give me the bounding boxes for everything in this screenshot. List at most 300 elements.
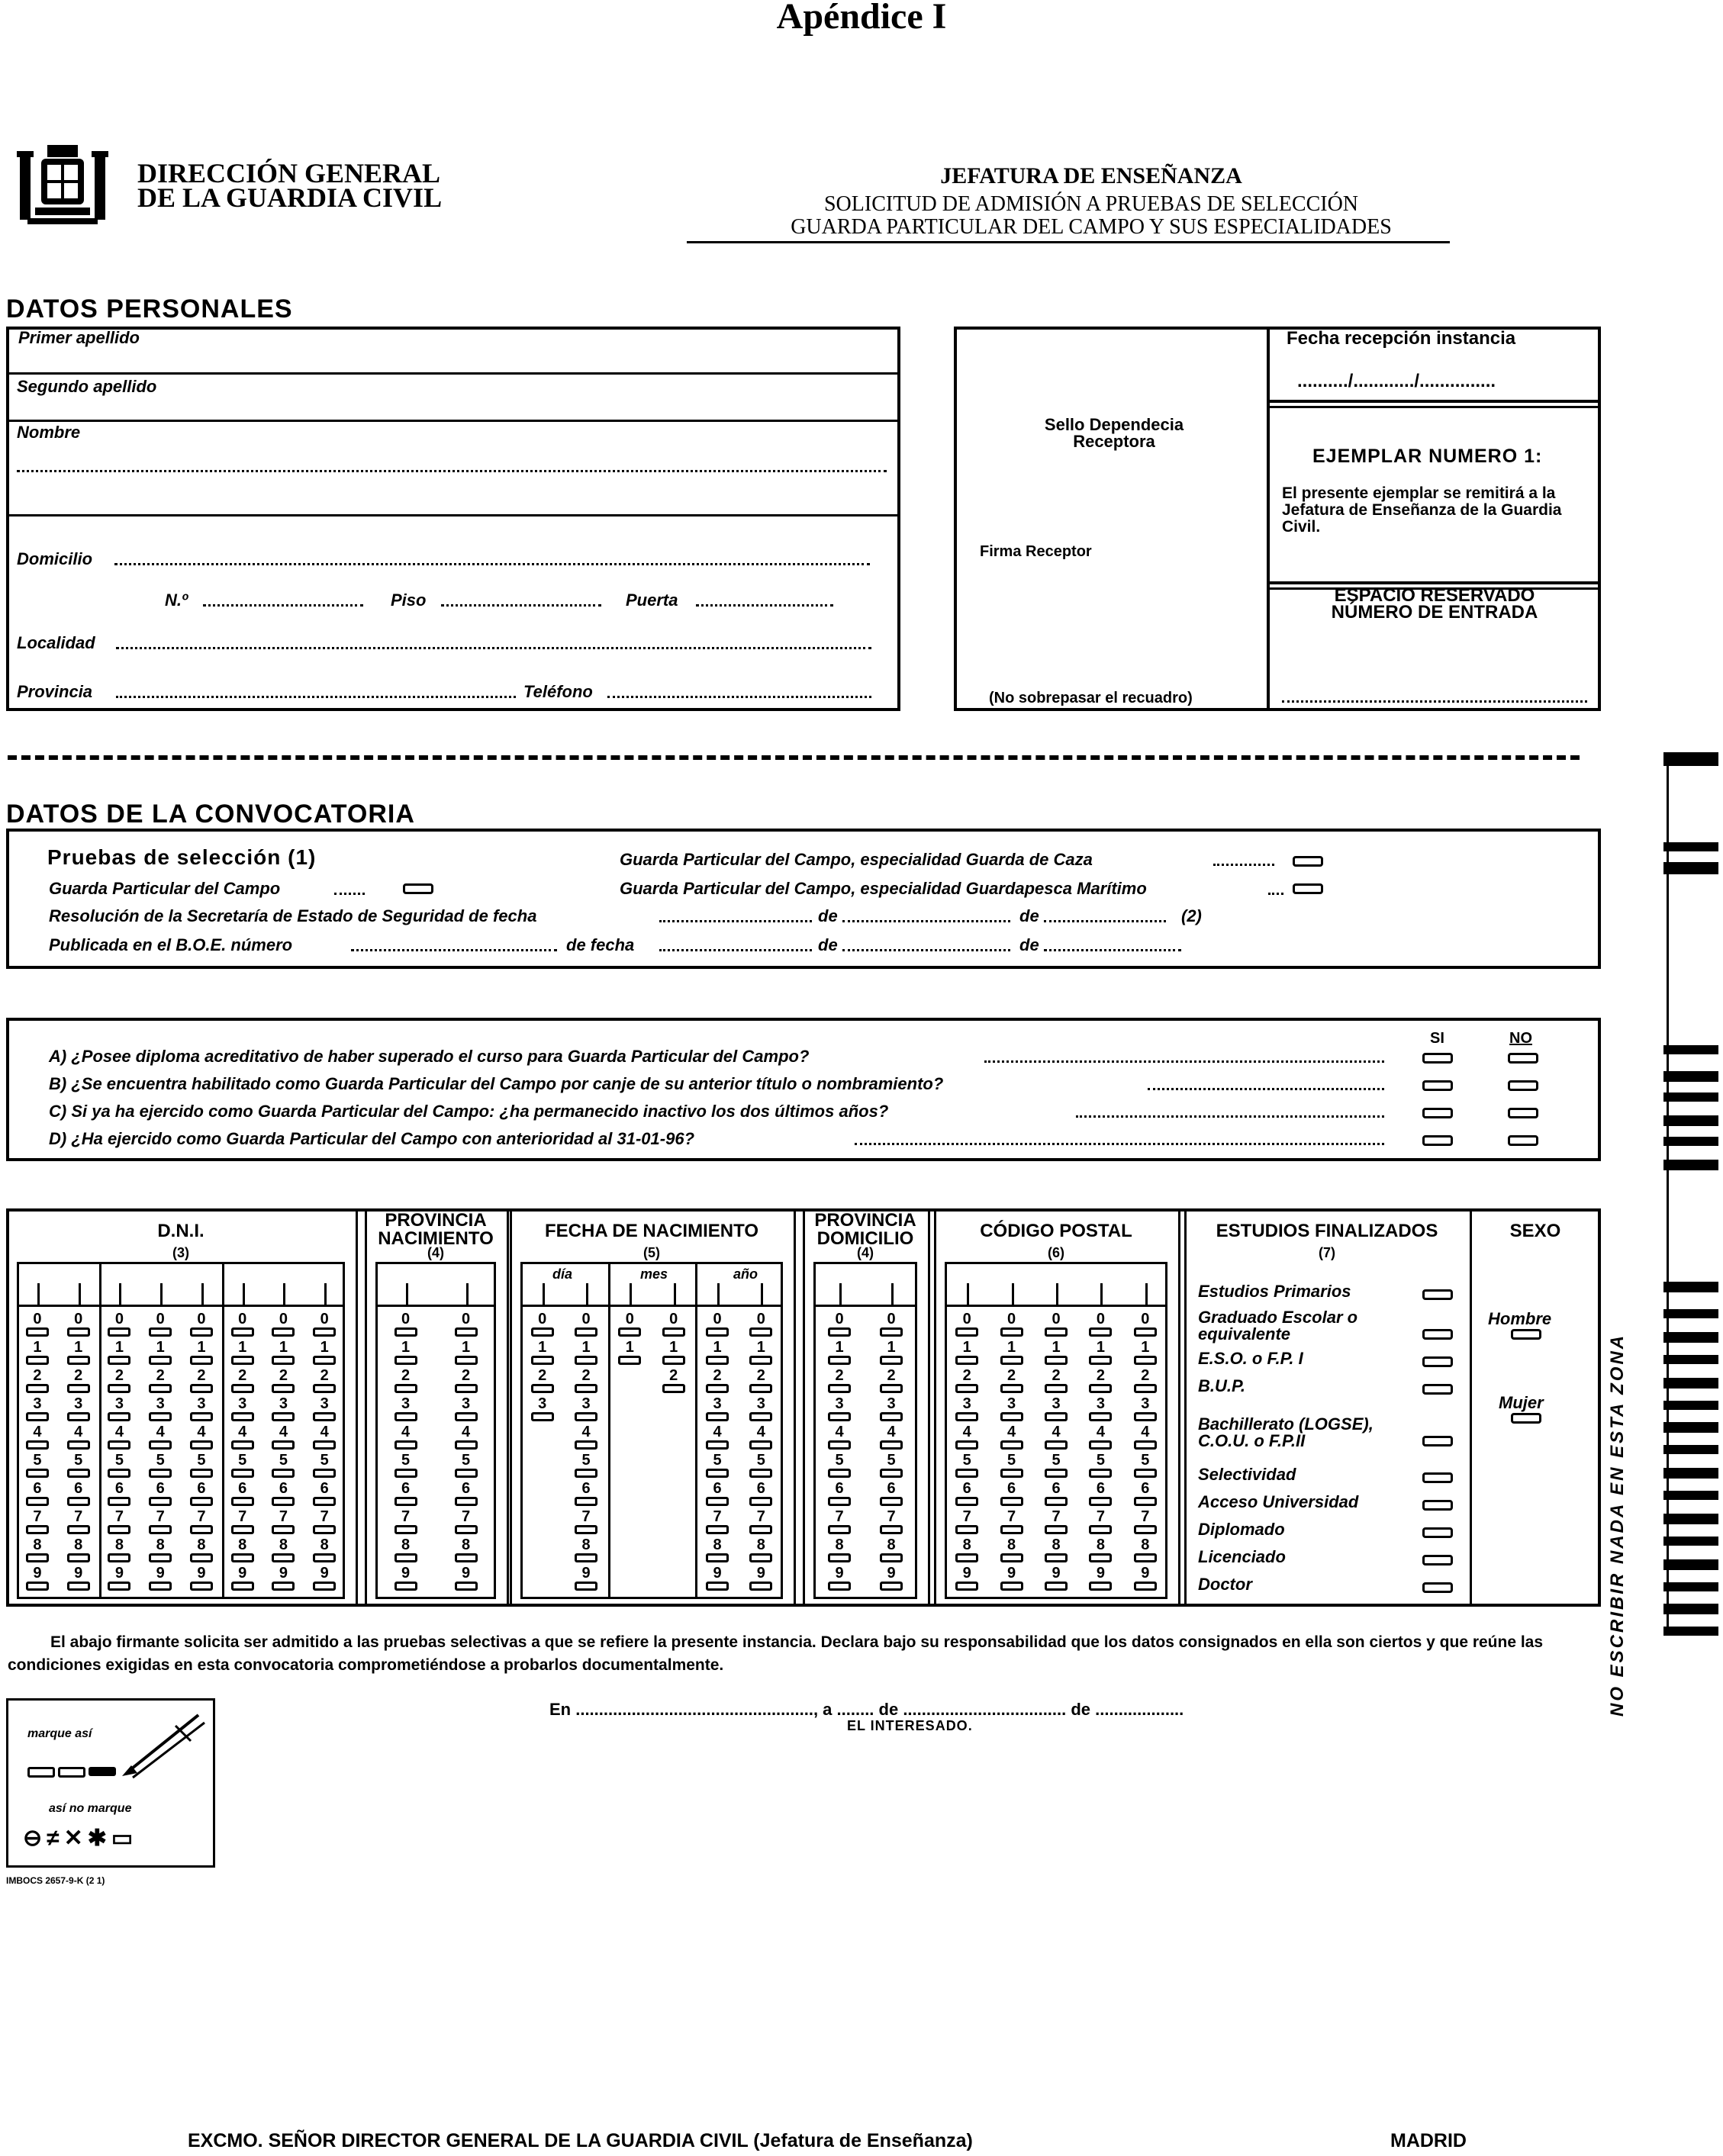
digit-oval[interactable]: [1045, 1553, 1068, 1562]
digit-bubble[interactable]: [880, 1537, 903, 1569]
digit-oval[interactable]: [955, 1525, 978, 1534]
digit-oval[interactable]: [108, 1327, 130, 1337]
digit-oval[interactable]: [706, 1469, 729, 1478]
digit-bubble[interactable]: [1134, 1395, 1157, 1427]
digit-oval[interactable]: [828, 1356, 851, 1365]
digit-bubble[interactable]: [1089, 1395, 1112, 1427]
digit-oval[interactable]: [662, 1356, 685, 1365]
digit-oval[interactable]: [26, 1384, 49, 1393]
digit-entry-tick[interactable]: [717, 1283, 720, 1305]
digit-bubble[interactable]: [67, 1424, 90, 1456]
digit-oval[interactable]: [1089, 1440, 1112, 1450]
digit-oval[interactable]: [272, 1384, 295, 1393]
digit-bubble[interactable]: [955, 1424, 978, 1456]
digit-oval[interactable]: [108, 1582, 130, 1591]
question-no-option[interactable]: [1508, 1108, 1538, 1118]
digit-oval[interactable]: [67, 1553, 90, 1562]
digit-bubble[interactable]: [575, 1395, 597, 1427]
digit-oval[interactable]: [395, 1525, 417, 1534]
digit-bubble[interactable]: [828, 1480, 851, 1512]
digit-entry-tick[interactable]: [967, 1283, 969, 1305]
digit-bubble[interactable]: [1045, 1424, 1068, 1456]
digit-bubble[interactable]: [1045, 1508, 1068, 1540]
digit-bubble[interactable]: [1134, 1480, 1157, 1512]
digit-oval[interactable]: [880, 1356, 903, 1365]
estudios-option[interactable]: [1422, 1500, 1453, 1511]
digit-bubble[interactable]: [662, 1367, 685, 1399]
digit-oval[interactable]: [455, 1412, 478, 1421]
digit-bubble[interactable]: [1134, 1367, 1157, 1399]
digit-oval[interactable]: [1134, 1525, 1157, 1534]
estudios-option[interactable]: [1422, 1329, 1453, 1340]
digit-oval[interactable]: [108, 1553, 130, 1562]
digit-bubble[interactable]: [1045, 1367, 1068, 1399]
estudios-option[interactable]: [1422, 1555, 1453, 1566]
digit-bubble[interactable]: [455, 1367, 478, 1399]
digit-oval[interactable]: [749, 1553, 772, 1562]
digit-bubble[interactable]: [313, 1395, 336, 1427]
digit-oval[interactable]: [67, 1356, 90, 1365]
digit-entry-tick[interactable]: [674, 1283, 676, 1305]
digit-bubble[interactable]: [880, 1367, 903, 1399]
digit-bubble[interactable]: [313, 1452, 336, 1484]
digit-oval[interactable]: [828, 1469, 851, 1478]
provincia-field[interactable]: [116, 696, 516, 698]
digit-bubble[interactable]: [395, 1508, 417, 1540]
digit-bubble[interactable]: [231, 1537, 254, 1569]
digit-bubble[interactable]: [828, 1339, 851, 1371]
digit-oval[interactable]: [149, 1356, 172, 1365]
digit-bubble[interactable]: [575, 1424, 597, 1456]
digit-oval[interactable]: [1089, 1327, 1112, 1337]
digit-bubble[interactable]: [395, 1339, 417, 1371]
digit-oval[interactable]: [706, 1356, 729, 1365]
digit-oval[interactable]: [149, 1384, 172, 1393]
digit-bubble[interactable]: [149, 1311, 172, 1343]
digit-oval[interactable]: [880, 1553, 903, 1562]
digit-bubble[interactable]: [313, 1339, 336, 1371]
digit-oval[interactable]: [231, 1553, 254, 1562]
digit-bubble[interactable]: [455, 1339, 478, 1371]
digit-oval[interactable]: [67, 1327, 90, 1337]
digit-oval[interactable]: [1134, 1356, 1157, 1365]
digit-bubble[interactable]: [149, 1480, 172, 1512]
digit-oval[interactable]: [313, 1582, 336, 1591]
digit-bubble[interactable]: [706, 1395, 729, 1427]
digit-bubble[interactable]: [955, 1367, 978, 1399]
digit-oval[interactable]: [828, 1582, 851, 1591]
digit-bubble[interactable]: [880, 1452, 903, 1484]
digit-oval[interactable]: [575, 1469, 597, 1478]
estudios-option[interactable]: [1422, 1356, 1453, 1367]
digit-bubble[interactable]: [828, 1537, 851, 1569]
digit-oval[interactable]: [395, 1327, 417, 1337]
digit-oval[interactable]: [1000, 1582, 1023, 1591]
question-si-option[interactable]: [1422, 1053, 1453, 1064]
digit-bubble[interactable]: [1045, 1565, 1068, 1597]
digit-bubble[interactable]: [149, 1367, 172, 1399]
digit-bubble[interactable]: [1134, 1424, 1157, 1456]
digit-oval[interactable]: [395, 1553, 417, 1562]
digit-oval[interactable]: [1134, 1469, 1157, 1478]
digit-oval[interactable]: [1089, 1525, 1112, 1534]
digit-oval[interactable]: [67, 1525, 90, 1534]
estudios-option[interactable]: [1422, 1582, 1453, 1593]
digit-bubble[interactable]: [662, 1311, 685, 1343]
digit-bubble[interactable]: [26, 1339, 49, 1371]
digit-oval[interactable]: [190, 1582, 213, 1591]
digit-oval[interactable]: [272, 1469, 295, 1478]
digit-oval[interactable]: [313, 1384, 336, 1393]
digit-bubble[interactable]: [313, 1508, 336, 1540]
digit-bubble[interactable]: [749, 1565, 772, 1597]
digit-oval[interactable]: [749, 1582, 772, 1591]
digit-oval[interactable]: [575, 1440, 597, 1450]
digit-oval[interactable]: [706, 1327, 729, 1337]
boe-mes-field[interactable]: [842, 949, 1010, 951]
digit-bubble[interactable]: [1134, 1339, 1157, 1371]
digit-oval[interactable]: [231, 1384, 254, 1393]
digit-bubble[interactable]: [231, 1339, 254, 1371]
digit-bubble[interactable]: [395, 1367, 417, 1399]
digit-oval[interactable]: [1000, 1440, 1023, 1450]
digit-bubble[interactable]: [149, 1424, 172, 1456]
digit-bubble[interactable]: [26, 1480, 49, 1512]
digit-oval[interactable]: [108, 1497, 130, 1506]
digit-oval[interactable]: [880, 1582, 903, 1591]
mujer-option[interactable]: [1511, 1413, 1541, 1424]
digit-bubble[interactable]: [272, 1452, 295, 1484]
digit-bubble[interactable]: [955, 1452, 978, 1484]
digit-bubble[interactable]: [955, 1395, 978, 1427]
digit-bubble[interactable]: [1134, 1452, 1157, 1484]
digit-bubble[interactable]: [395, 1537, 417, 1569]
digit-oval[interactable]: [1000, 1469, 1023, 1478]
digit-bubble[interactable]: [1134, 1311, 1157, 1343]
digit-bubble[interactable]: [880, 1339, 903, 1371]
digit-bubble[interactable]: [67, 1537, 90, 1569]
digit-bubble[interactable]: [190, 1508, 213, 1540]
digit-oval[interactable]: [190, 1412, 213, 1421]
digit-oval[interactable]: [575, 1384, 597, 1393]
digit-oval[interactable]: [955, 1553, 978, 1562]
digit-oval[interactable]: [26, 1582, 49, 1591]
guarda-campo-option[interactable]: [403, 883, 433, 894]
digit-oval[interactable]: [955, 1469, 978, 1478]
numero-entrada-field[interactable]: [1282, 700, 1587, 703]
digit-entry-tick[interactable]: [406, 1283, 408, 1305]
digit-oval[interactable]: [190, 1469, 213, 1478]
digit-oval[interactable]: [149, 1412, 172, 1421]
digit-oval[interactable]: [231, 1525, 254, 1534]
digit-oval[interactable]: [26, 1469, 49, 1478]
digit-bubble[interactable]: [955, 1311, 978, 1343]
digit-oval[interactable]: [1089, 1497, 1112, 1506]
digit-oval[interactable]: [26, 1412, 49, 1421]
digit-bubble[interactable]: [231, 1480, 254, 1512]
digit-bubble[interactable]: [67, 1452, 90, 1484]
digit-oval[interactable]: [67, 1440, 90, 1450]
digit-oval[interactable]: [706, 1553, 729, 1562]
piso-field[interactable]: [441, 604, 601, 607]
digit-oval[interactable]: [531, 1356, 554, 1365]
digit-oval[interactable]: [1045, 1412, 1068, 1421]
digit-oval[interactable]: [272, 1356, 295, 1365]
digit-oval[interactable]: [662, 1327, 685, 1337]
digit-bubble[interactable]: [313, 1480, 336, 1512]
digit-bubble[interactable]: [1045, 1537, 1068, 1569]
digit-bubble[interactable]: [272, 1311, 295, 1343]
digit-oval[interactable]: [272, 1582, 295, 1591]
digit-oval[interactable]: [108, 1384, 130, 1393]
digit-bubble[interactable]: [531, 1367, 554, 1399]
digit-oval[interactable]: [108, 1440, 130, 1450]
digit-oval[interactable]: [662, 1384, 685, 1393]
digit-oval[interactable]: [1000, 1553, 1023, 1562]
digit-bubble[interactable]: [828, 1395, 851, 1427]
digit-bubble[interactable]: [749, 1367, 772, 1399]
digit-bubble[interactable]: [880, 1424, 903, 1456]
digit-oval[interactable]: [1045, 1469, 1068, 1478]
digit-bubble[interactable]: [455, 1424, 478, 1456]
digit-oval[interactable]: [108, 1356, 130, 1365]
digit-oval[interactable]: [1134, 1440, 1157, 1450]
digit-oval[interactable]: [1089, 1384, 1112, 1393]
digit-oval[interactable]: [67, 1384, 90, 1393]
digit-bubble[interactable]: [190, 1395, 213, 1427]
digit-bubble[interactable]: [1089, 1424, 1112, 1456]
digit-bubble[interactable]: [190, 1311, 213, 1343]
digit-oval[interactable]: [828, 1384, 851, 1393]
digit-bubble[interactable]: [828, 1424, 851, 1456]
digit-bubble[interactable]: [828, 1367, 851, 1399]
digit-oval[interactable]: [272, 1327, 295, 1337]
digit-bubble[interactable]: [1000, 1537, 1023, 1569]
digit-bubble[interactable]: [575, 1452, 597, 1484]
digit-bubble[interactable]: [1000, 1452, 1023, 1484]
digit-bubble[interactable]: [455, 1452, 478, 1484]
digit-bubble[interactable]: [67, 1339, 90, 1371]
digit-oval[interactable]: [749, 1327, 772, 1337]
digit-oval[interactable]: [706, 1412, 729, 1421]
digit-bubble[interactable]: [1089, 1537, 1112, 1569]
digit-oval[interactable]: [455, 1582, 478, 1591]
digit-bubble[interactable]: [313, 1367, 336, 1399]
digit-bubble[interactable]: [190, 1480, 213, 1512]
digit-bubble[interactable]: [1134, 1565, 1157, 1597]
digit-oval[interactable]: [1089, 1412, 1112, 1421]
digit-bubble[interactable]: [395, 1311, 417, 1343]
digit-oval[interactable]: [828, 1553, 851, 1562]
digit-oval[interactable]: [1134, 1497, 1157, 1506]
digit-oval[interactable]: [1089, 1356, 1112, 1365]
especialidad-pesca-option[interactable]: [1293, 883, 1323, 894]
digit-bubble[interactable]: [531, 1311, 554, 1343]
digit-oval[interactable]: [313, 1469, 336, 1478]
digit-bubble[interactable]: [828, 1311, 851, 1343]
digit-oval[interactable]: [706, 1497, 729, 1506]
digit-oval[interactable]: [1000, 1497, 1023, 1506]
digit-bubble[interactable]: [190, 1452, 213, 1484]
digit-bubble[interactable]: [575, 1367, 597, 1399]
digit-bubble[interactable]: [395, 1480, 417, 1512]
digit-entry-tick[interactable]: [1056, 1283, 1058, 1305]
digit-oval[interactable]: [313, 1327, 336, 1337]
digit-entry-tick[interactable]: [243, 1283, 245, 1305]
numero-field[interactable]: [203, 604, 363, 607]
digit-oval[interactable]: [575, 1553, 597, 1562]
digit-oval[interactable]: [749, 1440, 772, 1450]
digit-oval[interactable]: [395, 1497, 417, 1506]
digit-bubble[interactable]: [455, 1311, 478, 1343]
digit-oval[interactable]: [828, 1327, 851, 1337]
digit-oval[interactable]: [1134, 1582, 1157, 1591]
digit-bubble[interactable]: [395, 1395, 417, 1427]
digit-oval[interactable]: [1045, 1356, 1068, 1365]
digit-oval[interactable]: [149, 1440, 172, 1450]
digit-bubble[interactable]: [190, 1424, 213, 1456]
digit-oval[interactable]: [149, 1469, 172, 1478]
digit-oval[interactable]: [880, 1525, 903, 1534]
digit-oval[interactable]: [955, 1440, 978, 1450]
digit-oval[interactable]: [1045, 1582, 1068, 1591]
digit-entry-tick[interactable]: [839, 1283, 842, 1305]
digit-bubble[interactable]: [190, 1367, 213, 1399]
digit-bubble[interactable]: [706, 1452, 729, 1484]
digit-bubble[interactable]: [26, 1395, 49, 1427]
digit-oval[interactable]: [575, 1356, 597, 1365]
digit-oval[interactable]: [880, 1497, 903, 1506]
digit-oval[interactable]: [67, 1582, 90, 1591]
digit-bubble[interactable]: [313, 1565, 336, 1597]
digit-bubble[interactable]: [955, 1508, 978, 1540]
digit-oval[interactable]: [231, 1412, 254, 1421]
digit-bubble[interactable]: [231, 1367, 254, 1399]
digit-bubble[interactable]: [395, 1565, 417, 1597]
digit-oval[interactable]: [1000, 1384, 1023, 1393]
digit-oval[interactable]: [749, 1356, 772, 1365]
digit-oval[interactable]: [828, 1497, 851, 1506]
question-no-option[interactable]: [1508, 1080, 1538, 1091]
digit-bubble[interactable]: [706, 1424, 729, 1456]
estudios-option[interactable]: [1422, 1289, 1453, 1300]
digit-entry-tick[interactable]: [630, 1283, 632, 1305]
digit-oval[interactable]: [1089, 1469, 1112, 1478]
digit-oval[interactable]: [108, 1412, 130, 1421]
digit-bubble[interactable]: [272, 1339, 295, 1371]
estudios-option[interactable]: [1422, 1472, 1453, 1483]
digit-oval[interactable]: [149, 1553, 172, 1562]
digit-bubble[interactable]: [272, 1565, 295, 1597]
digit-oval[interactable]: [828, 1525, 851, 1534]
estudios-option[interactable]: [1422, 1436, 1453, 1446]
digit-oval[interactable]: [395, 1440, 417, 1450]
digit-bubble[interactable]: [455, 1395, 478, 1427]
digit-oval[interactable]: [1045, 1440, 1068, 1450]
digit-bubble[interactable]: [149, 1339, 172, 1371]
digit-bubble[interactable]: [108, 1452, 130, 1484]
digit-bubble[interactable]: [706, 1339, 729, 1371]
digit-oval[interactable]: [190, 1384, 213, 1393]
digit-oval[interactable]: [231, 1356, 254, 1365]
domicilio-field[interactable]: [114, 563, 870, 565]
hombre-option[interactable]: [1511, 1329, 1541, 1340]
digit-bubble[interactable]: [108, 1537, 130, 1569]
digit-oval[interactable]: [828, 1412, 851, 1421]
digit-oval[interactable]: [231, 1469, 254, 1478]
especialidad-caza-option[interactable]: [1293, 856, 1323, 867]
digit-entry-tick[interactable]: [761, 1283, 763, 1305]
digit-oval[interactable]: [26, 1440, 49, 1450]
digit-bubble[interactable]: [190, 1339, 213, 1371]
digit-oval[interactable]: [395, 1582, 417, 1591]
digit-bubble[interactable]: [1045, 1395, 1068, 1427]
digit-bubble[interactable]: [272, 1395, 295, 1427]
digit-oval[interactable]: [880, 1440, 903, 1450]
digit-bubble[interactable]: [1000, 1367, 1023, 1399]
telefono-field[interactable]: [607, 696, 871, 698]
digit-bubble[interactable]: [149, 1508, 172, 1540]
digit-oval[interactable]: [231, 1582, 254, 1591]
digit-bubble[interactable]: [880, 1565, 903, 1597]
digit-bubble[interactable]: [26, 1452, 49, 1484]
question-si-option[interactable]: [1422, 1080, 1453, 1091]
digit-oval[interactable]: [1000, 1412, 1023, 1421]
digit-bubble[interactable]: [67, 1395, 90, 1427]
digit-oval[interactable]: [67, 1469, 90, 1478]
digit-bubble[interactable]: [395, 1452, 417, 1484]
digit-bubble[interactable]: [26, 1508, 49, 1540]
digit-oval[interactable]: [395, 1469, 417, 1478]
digit-oval[interactable]: [955, 1327, 978, 1337]
digit-bubble[interactable]: [149, 1395, 172, 1427]
digit-bubble[interactable]: [749, 1452, 772, 1484]
digit-oval[interactable]: [575, 1327, 597, 1337]
digit-entry-tick[interactable]: [37, 1283, 40, 1305]
digit-bubble[interactable]: [1134, 1508, 1157, 1540]
digit-bubble[interactable]: [272, 1367, 295, 1399]
digit-oval[interactable]: [531, 1327, 554, 1337]
digit-bubble[interactable]: [575, 1565, 597, 1597]
digit-bubble[interactable]: [149, 1565, 172, 1597]
digit-oval[interactable]: [1045, 1384, 1068, 1393]
digit-oval[interactable]: [395, 1356, 417, 1365]
digit-bubble[interactable]: [1134, 1537, 1157, 1569]
digit-oval[interactable]: [455, 1384, 478, 1393]
digit-bubble[interactable]: [26, 1565, 49, 1597]
digit-oval[interactable]: [190, 1440, 213, 1450]
digit-bubble[interactable]: [1000, 1311, 1023, 1343]
digit-oval[interactable]: [880, 1469, 903, 1478]
digit-bubble[interactable]: [149, 1452, 172, 1484]
digit-oval[interactable]: [828, 1440, 851, 1450]
resolucion-anio-field[interactable]: [1044, 920, 1166, 922]
digit-bubble[interactable]: [1045, 1339, 1068, 1371]
digit-oval[interactable]: [1000, 1327, 1023, 1337]
fecha-recepcion-field[interactable]: ........../............/...............: [1297, 371, 1496, 391]
digit-oval[interactable]: [1134, 1327, 1157, 1337]
digit-oval[interactable]: [272, 1525, 295, 1534]
digit-oval[interactable]: [455, 1497, 478, 1506]
digit-oval[interactable]: [395, 1384, 417, 1393]
digit-bubble[interactable]: [1045, 1480, 1068, 1512]
digit-bubble[interactable]: [272, 1537, 295, 1569]
digit-oval[interactable]: [313, 1553, 336, 1562]
digit-oval[interactable]: [313, 1356, 336, 1365]
digit-oval[interactable]: [455, 1327, 478, 1337]
digit-bubble[interactable]: [190, 1537, 213, 1569]
digit-bubble[interactable]: [313, 1311, 336, 1343]
